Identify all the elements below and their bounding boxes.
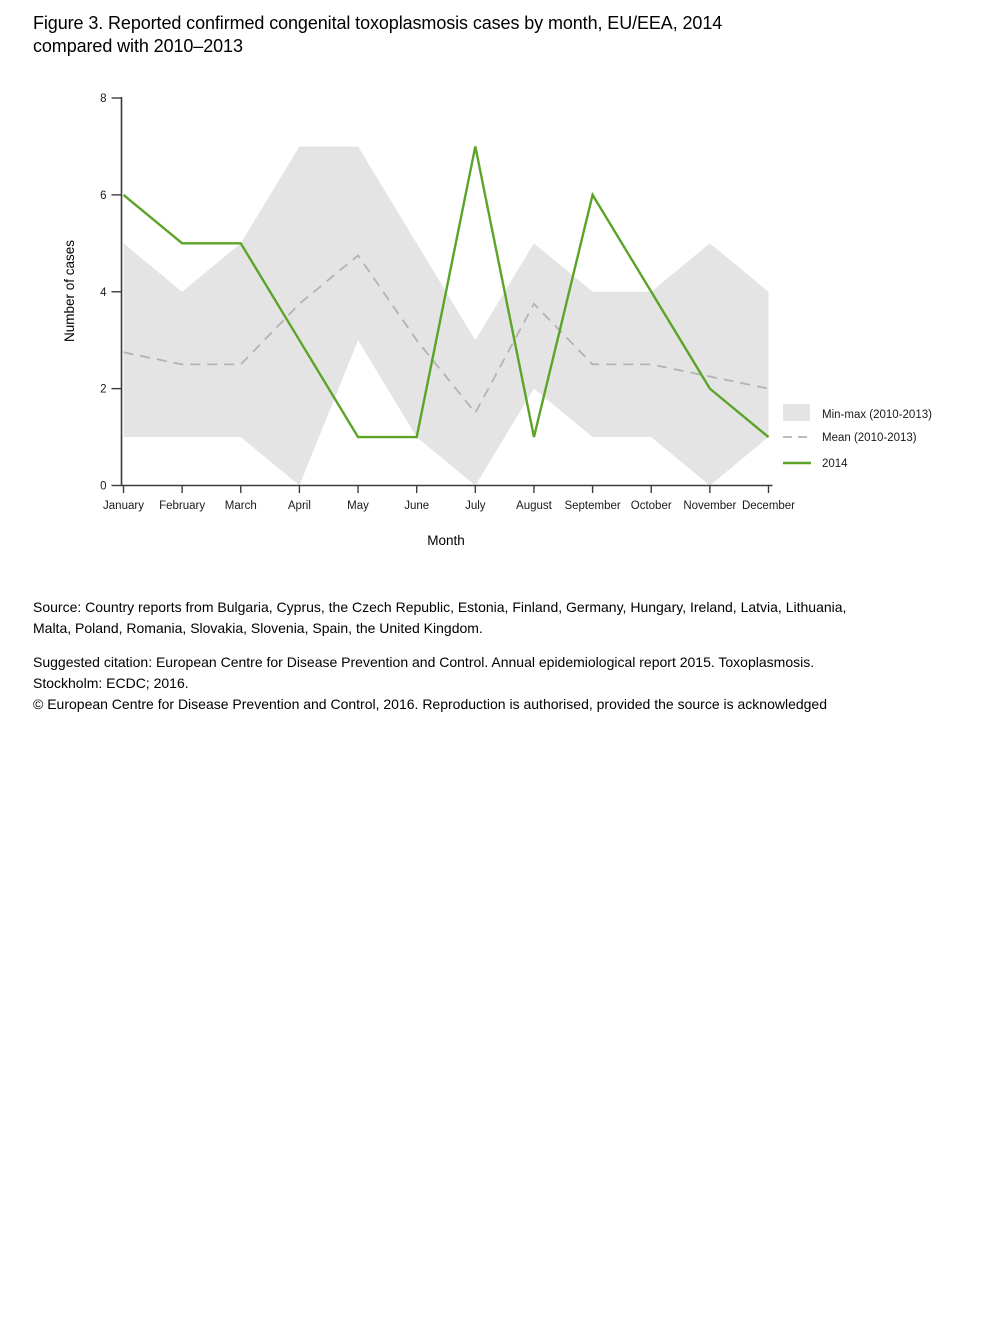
citation-line: Suggested citation: European Centre for Disease Prevention and Control. Annual epidemiological report 2015. Toxoplasmosis. (33, 654, 815, 670)
x-axis-title: Month (427, 533, 465, 548)
source-line: Source: Country reports from Bulgaria, Cyprus, the Czech Republic, Estonia, Finland, Germany, Hungary, Ireland, Latvia, Lithuania, (33, 599, 847, 615)
source-line: Malta, Poland, Romania, Slovakia, Slovenia, Spain, the United Kingdom. (33, 620, 483, 636)
x-tick-label: December (741, 500, 796, 512)
x-tick-label: April (287, 500, 311, 512)
y-tick-label: 8 (100, 93, 107, 105)
x-tick-label: January (103, 500, 144, 512)
legend (783, 404, 932, 470)
minmax-band-layer (124, 146, 769, 485)
minmax-band-area (124, 146, 769, 485)
x-tick-label: September (564, 500, 621, 512)
legend-swatch-minmax-icon (783, 404, 810, 421)
copyright-line: © European Centre for Disease Prevention and Control, 2016. Reproduction is authorised, provided the source is acknowledged (33, 696, 828, 712)
x-tick-label: July (465, 500, 486, 512)
x-tick-label: February (159, 500, 206, 512)
x-tick-label: November (683, 500, 737, 512)
citation-note (33, 652, 827, 715)
figure-title-line-2: compared with 2010–2013 (33, 36, 243, 56)
source-note (33, 597, 846, 639)
legend-label-mean: Mean (2010-2013) (822, 432, 917, 444)
x-tick-label: August (516, 500, 552, 512)
y-tick-label: 2 (100, 383, 107, 396)
chart-area (0, 0, 1008, 575)
x-tick-label: March (224, 500, 257, 512)
x-tick-label: May (347, 500, 369, 512)
y-tick-label: 6 (100, 189, 107, 202)
toxoplasmosis-line-chart (0, 0, 1008, 575)
x-tick-label: October (630, 500, 672, 512)
legend-label-2014: 2014 (822, 458, 848, 470)
citation-line: Stockholm: ECDC; 2016. (33, 675, 189, 691)
y-axis-title: Number of cases (62, 239, 77, 343)
figure-title-line-1: Figure 3. Reported confirmed congenital toxoplasmosis cases by month, EU/EEA, 2014 (33, 13, 723, 33)
y-tick-label: 0 (100, 480, 107, 493)
x-tick-label: June (404, 500, 430, 512)
legend-label-minmax: Min-max (2010-2013) (822, 409, 932, 421)
y-tick-label: 4 (100, 286, 107, 299)
